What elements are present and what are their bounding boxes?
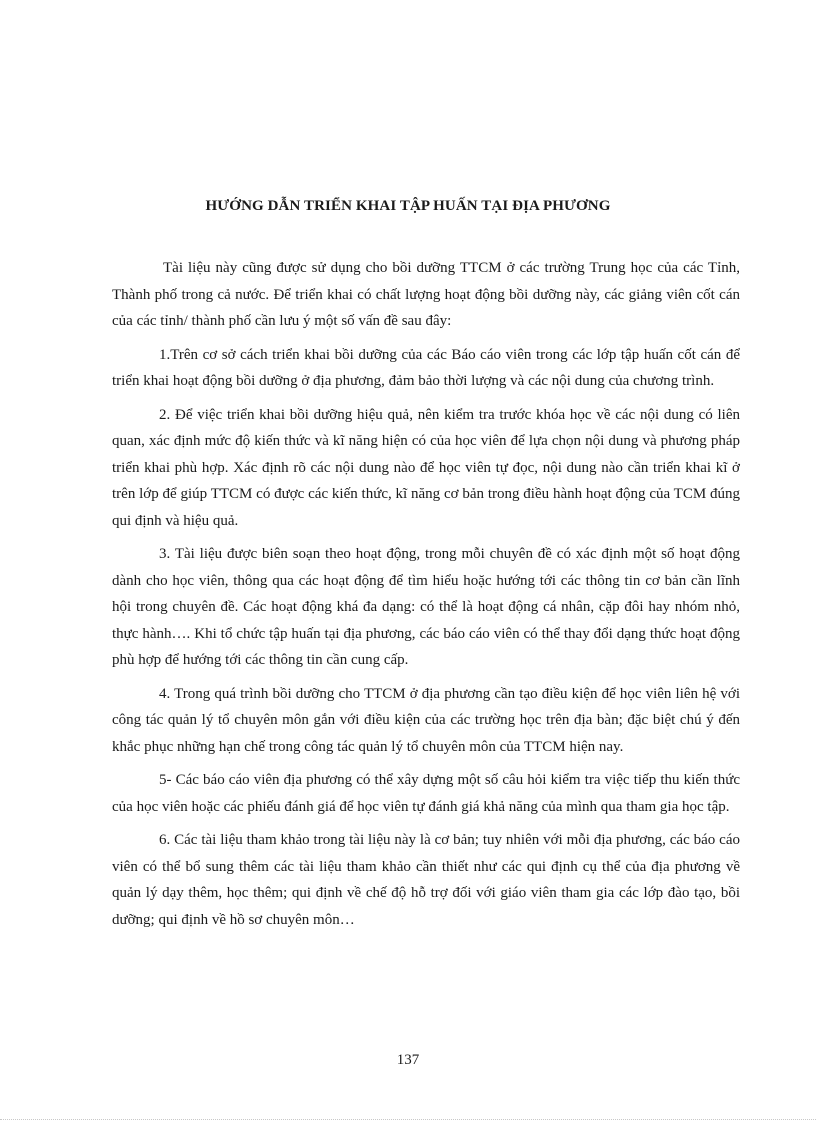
paragraph-item-4: 4. Trong quá trình bồi dưỡng cho TTCM ở địa phương cần tạo điều kiện để học viên liên hệ với công tác quản lý tổ chuyên môn gắn với điều kiện của các trường học trên địa bàn; đặc biệt chú ý đến khắc phục những hạn chế trong công tác quản lý tổ chuyên môn của TTCM hiện nay. [112,685,740,755]
page-title: HƯỚNG DẪN TRIỂN KHAI TẬP HUẤN TẠI ĐỊA PHƯƠNG [205,198,611,214]
paragraph-item-3: 3. Tài liệu được biên soạn theo hoạt động, trong mỗi chuyên đề có xác định một số hoạt động dành cho học viên, thông qua các hoạt động để tìm hiểu hoặc hướng tới các thông tin cơ bản cần lĩnh hội trong chuyên đề. Các hoạt động khá đa dạng: có thể là hoạt động cá nhân, cặp đôi hay nhóm nhỏ, thực hành…. Khi tổ chức tập huấn tại địa phương, các báo cáo viên có thể thay đổi dạng thức hoạt động phù hợp để hướng tới các thông tin cần cung cấp. [112,546,740,668]
paragraph-item-1: 1.Trên cơ sở cách triển khai bồi dưỡng của các Báo cáo viên trong các lớp tập huấn cốt cán để triển khai hoạt động bồi dưỡng ở địa phương, đảm bảo thời lượng và các nội dung của chương trình. [112,346,740,389]
page-number: 137 [396,1052,420,1068]
page-boundary-divider [0,1119,816,1120]
paragraph-intro: Tài liệu này cũng được sử dụng cho bồi dưỡng TTCM ở các trường Trung học của các Tỉnh, Thành phố trong cả nước. Để triển khai có chất lượng hoạt động bồi dưỡng này, các giảng viên cốt cán của các tỉnh/ thành phố cần lưu ý một số vấn đề sau đây: [112,260,740,329]
paragraph-item-6: 6. Các tài liệu tham khảo trong tài liệu này là cơ bản; tuy nhiên với mỗi địa phương, các báo cáo viên có thể bổ sung thêm các tài liệu tham khảo cần thiết như các qui định cụ thể của địa phương về quản lý dạy thêm, học thêm; qui định về chế độ hỗ trợ đối với giáo viên tham gia các lớp đào tạo, bồi dưỡng; qui định về hồ sơ chuyên môn… [112,832,740,928]
document-body [112,255,740,940]
paragraph-item-5: 5- Các báo cáo viên địa phương có thể xây dựng một số câu hỏi kiểm tra việc tiếp thu kiến thức của học viên hoặc các phiếu đánh giá để học viên tự đánh giá khả năng của mình qua tham gia học tập. [112,772,740,815]
paragraph-item-2: 2. Để việc triển khai bồi dưỡng hiệu quả, nên kiểm tra trước khóa học về các nội dung có liên quan, xác định mức độ kiến thức và kĩ năng hiện có của học viên để lựa chọn nội dung và phương pháp triển khai phù hợp. Xác định rõ các nội dung nào để học viên tự đọc, nội dung nào cần triển khai kĩ ở trên lớp để giúp TTCM có được các kiến thức, kĩ năng cơ bản trong điều hành hoạt động của TCM đúng qui định và hiệu quả. [112,406,740,529]
